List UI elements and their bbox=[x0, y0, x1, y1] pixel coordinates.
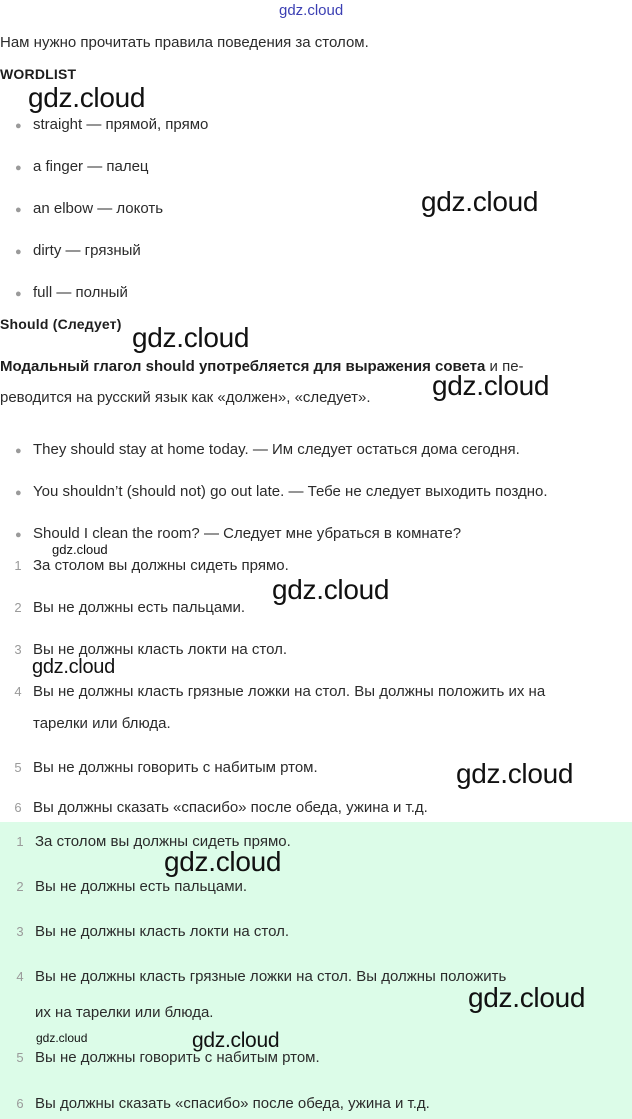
watermark: gdz.cloud bbox=[28, 82, 146, 113]
item-number: 2 bbox=[14, 600, 22, 615]
watermark: gdz.cloud bbox=[164, 846, 282, 877]
answer-item: Вы не должны класть грязные ложки на стол. Вы должны положить bbox=[35, 968, 507, 985]
should-rule-bold: Модальный глагол should употребляется для выражения совета bbox=[0, 358, 486, 375]
item-number: 5 bbox=[14, 760, 22, 775]
list-item: a finger — палец bbox=[33, 158, 149, 175]
answer-item: За столом вы должны сидеть прямо. bbox=[35, 833, 291, 850]
bullet-icon: ● bbox=[15, 204, 22, 216]
watermark: gdz.cloud bbox=[456, 758, 574, 789]
item-number: 3 bbox=[16, 924, 24, 939]
answer-item-cont: их на тарелки или блюда. bbox=[35, 1004, 214, 1021]
list-item: full — полный bbox=[33, 284, 128, 301]
item-number: 1 bbox=[14, 558, 22, 573]
item-number: 6 bbox=[14, 800, 22, 815]
should-rule-tail: и пе- bbox=[485, 358, 524, 375]
list-item: an elbow — локоть bbox=[33, 200, 164, 217]
bullet-icon: ● bbox=[15, 487, 22, 499]
watermark: gdz.cloud bbox=[36, 1031, 88, 1045]
answer-item: Вы должны сказать «спасибо» после обеда, ужина и т.д. bbox=[35, 1095, 430, 1112]
item-number: 6 bbox=[16, 1096, 24, 1111]
watermark: gdz.cloud bbox=[421, 186, 539, 217]
watermark: gdz.cloud bbox=[468, 982, 586, 1013]
list-item: They should stay at home today. — Им следует остаться дома сегодня. bbox=[33, 441, 520, 458]
item-number: 5 bbox=[16, 1050, 24, 1065]
exercise-item: Вы не должны есть пальцами. bbox=[33, 599, 246, 616]
top-watermark: gdz.cloud bbox=[279, 2, 344, 19]
watermark: gdz.cloud bbox=[192, 1029, 280, 1052]
answer-item: Вы не должны говорить с набитым ртом. bbox=[35, 1049, 320, 1066]
exercise-item: Вы должны сказать «спасибо» после обеда, ужина и т.д. bbox=[33, 799, 428, 816]
wordlist-title: WORDLIST bbox=[0, 66, 77, 82]
exercise-item: Вы не должны класть грязные ложки на стол. Вы должны положить их на bbox=[33, 683, 546, 700]
bullet-icon: ● bbox=[15, 288, 22, 300]
watermark: gdz.cloud bbox=[32, 656, 115, 678]
list-item: straight — прямой, прямо bbox=[33, 116, 209, 133]
item-number: 1 bbox=[16, 834, 24, 849]
intro-text: Нам нужно прочитать правила поведения за столом. bbox=[0, 34, 369, 51]
bullet-icon: ● bbox=[15, 445, 22, 457]
bullet-icon: ● bbox=[15, 162, 22, 174]
answer-item: Вы не должны есть пальцами. bbox=[35, 878, 248, 895]
item-number: 4 bbox=[16, 969, 24, 984]
exercise-item: Вы не должны класть локти на стол. bbox=[33, 641, 288, 658]
should-rule-line2: реводится на русский язык как «должен», «следует». bbox=[0, 389, 371, 406]
watermark: gdz.cloud bbox=[132, 322, 250, 353]
list-item: You shouldn’t (should not) go out late. — Тебе не следует выходить поздно. bbox=[33, 483, 548, 500]
should-title: Should (Следует) bbox=[0, 316, 122, 332]
item-number: 2 bbox=[16, 879, 24, 894]
exercise-item-cont: тарелки или блюда. bbox=[33, 715, 171, 732]
list-item: Should I clean the room? — Следует мне убраться в комнате? bbox=[33, 525, 462, 542]
exercise-item: Вы не должны говорить с набитым ртом. bbox=[33, 759, 318, 776]
item-number: 3 bbox=[14, 642, 22, 657]
item-number: 4 bbox=[14, 684, 22, 699]
watermark: gdz.cloud bbox=[272, 574, 390, 605]
watermark: gdz.cloud bbox=[52, 542, 108, 557]
bullet-icon: ● bbox=[15, 529, 22, 541]
list-item: dirty — грязный bbox=[33, 242, 141, 259]
exercise-item: За столом вы должны сидеть прямо. bbox=[33, 557, 289, 574]
answer-item: Вы не должны класть локти на стол. bbox=[35, 923, 290, 940]
watermark: gdz.cloud bbox=[432, 370, 550, 401]
bullet-icon: ● bbox=[15, 120, 22, 132]
bullet-icon: ● bbox=[15, 246, 22, 258]
